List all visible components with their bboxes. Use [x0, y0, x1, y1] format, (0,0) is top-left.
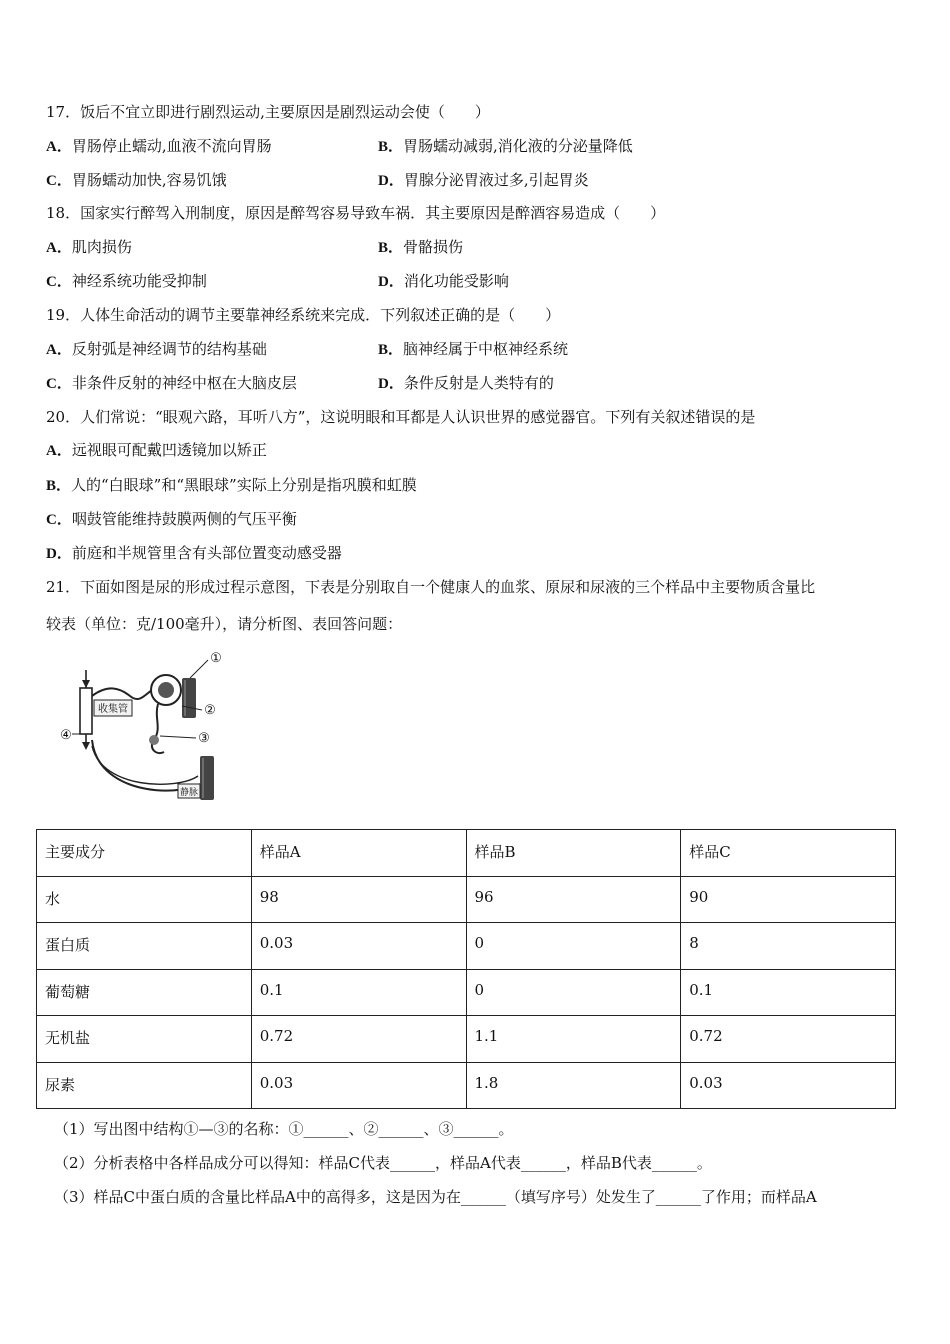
- option-letter: B．: [378, 139, 404, 155]
- table-header-cell: 样品A: [251, 830, 466, 877]
- option-text: 条件反射是人类特有的: [403, 374, 554, 392]
- question-19-stem: 19．人体生命活动的调节主要靠神经系统来完成．下列叙述正确的是（ ）: [46, 306, 561, 324]
- nephron-diagram: [58, 648, 230, 808]
- table-cell: 0.1: [251, 969, 466, 1016]
- table-cell: 尿素: [37, 1062, 252, 1109]
- table-cell: 1.1: [466, 1016, 681, 1063]
- q19-option-d[interactable]: [378, 372, 554, 395]
- q17-option-b[interactable]: [378, 135, 633, 158]
- question-21-stem-line2: 较表（单位：克/100毫升），请分析图、表回答问题：: [46, 615, 403, 633]
- table-row: [37, 969, 896, 1016]
- option-text: 胃肠蠕动加快,容易饥饿: [71, 171, 227, 189]
- table-cell: 0.72: [681, 1016, 896, 1063]
- q18-option-d[interactable]: [378, 270, 509, 293]
- q19-option-c[interactable]: [46, 372, 297, 395]
- option-letter: D．: [378, 376, 404, 392]
- subquestion-3: （3）样品C中蛋白质的含量比样品A中的高得多，这是因为在______（填写序号）处发生了______了作用；而样品A: [54, 1188, 817, 1206]
- table-cell: 96: [466, 876, 681, 923]
- vein-loop-inner: [92, 746, 198, 784]
- table-row: [37, 923, 896, 970]
- table-cell: 0.03: [681, 1062, 896, 1109]
- table-cell: 葡萄糖: [37, 969, 252, 1016]
- vein-cylinder: [200, 756, 214, 800]
- callout-2: ②: [204, 703, 216, 718]
- table-header-cell: 样品B: [466, 830, 681, 877]
- callout-4: ④: [60, 728, 72, 743]
- option-text: 人的“白眼球”和“黑眼球”实际上分别是指巩膜和虹膜: [71, 476, 417, 494]
- callout-1: ①: [210, 651, 222, 666]
- table-cell: 1.8: [466, 1062, 681, 1109]
- table-cell: 无机盐: [37, 1016, 252, 1063]
- table-row: [37, 1016, 896, 1063]
- q18-option-c[interactable]: [46, 270, 207, 293]
- duct-outflow-arrowhead: [82, 742, 90, 750]
- glomerulus: [158, 682, 174, 698]
- subquestion-2: （2）分析表格中各样品成分可以得知：样品C代表______，样品A代表______，样品B代表______。: [54, 1154, 712, 1172]
- option-text: 肌肉损伤: [71, 238, 132, 256]
- option-letter: B．: [378, 240, 404, 256]
- table-header-row: [37, 830, 896, 877]
- option-letter: D．: [378, 173, 404, 189]
- loop-bulb: [149, 735, 159, 745]
- renal-tubule: [92, 688, 158, 699]
- question-17-stem: 17．饭后不宜立即进行剧烈运动,主要原因是剧烈运动会使（ ）: [46, 103, 490, 121]
- callout-3-line: [160, 736, 196, 738]
- option-letter: C．: [46, 173, 72, 189]
- table-cell: 0: [466, 969, 681, 1016]
- q19-option-b[interactable]: [378, 338, 568, 361]
- option-letter: A．: [46, 443, 72, 459]
- subquestion-1: （1）写出图中结构①—③的名称：①______、②______、③______。: [54, 1120, 514, 1138]
- collecting-label: 收集管: [98, 704, 128, 715]
- table-cell: 0.03: [251, 923, 466, 970]
- question-21-stem-line1: 21．下面如图是尿的形成过程示意图，下表是分别取自一个健康人的血浆、原尿和尿液的三个样品中主要物质含量比: [46, 578, 816, 596]
- option-letter: D．: [378, 274, 404, 290]
- option-letter: A．: [46, 342, 72, 358]
- vein-loop: [92, 740, 206, 791]
- table-cell: 0: [466, 923, 681, 970]
- table-header-cell: 主要成分: [37, 830, 252, 877]
- option-letter: C．: [46, 274, 72, 290]
- q20-option-b[interactable]: [46, 474, 417, 497]
- option-letter: B．: [46, 478, 72, 494]
- q20-option-c[interactable]: [46, 508, 297, 531]
- table-cell: 98: [251, 876, 466, 923]
- option-text: 脑神经属于中枢神经系统: [403, 340, 569, 358]
- option-letter: A．: [46, 139, 72, 155]
- q20-option-a[interactable]: [46, 439, 267, 462]
- table-row: [37, 876, 896, 923]
- table-cell: 90: [681, 876, 896, 923]
- composition-table: [36, 829, 896, 1109]
- option-text: 胃腺分泌胃液过多,引起胃炎: [403, 171, 589, 189]
- option-text: 远视眼可配戴凹透镜加以矫正: [71, 441, 267, 459]
- question-18-stem: 18．国家实行醉驾入刑制度，原因是醉驾容易导致车祸．其主要原因是醉酒容易造成（ ）: [46, 204, 666, 222]
- option-text: 前庭和半规管里含有头部位置变动感受器: [71, 544, 342, 562]
- option-text: 骨骼损伤: [403, 238, 464, 256]
- table-cell: 蛋白质: [37, 923, 252, 970]
- option-text: 非条件反射的神经中枢在大脑皮层: [71, 374, 297, 392]
- q17-option-c[interactable]: [46, 169, 227, 192]
- loop-of-henle: [152, 704, 164, 753]
- duct-arrowhead: [82, 680, 90, 688]
- option-letter: C．: [46, 376, 72, 392]
- option-text: 反射弧是神经调节的结构基础: [71, 340, 267, 358]
- option-letter: B．: [378, 342, 404, 358]
- q17-option-a[interactable]: [46, 135, 272, 158]
- callout-1-line: [190, 660, 208, 678]
- option-letter: C．: [46, 512, 72, 528]
- q18-option-a[interactable]: [46, 236, 132, 259]
- option-letter: D．: [46, 546, 72, 562]
- vein-label: 静脉: [179, 788, 199, 798]
- question-20-stem: 20．人们常说：“眼观六路，耳听八方”，这说明眼和耳都是人认识世界的感觉器官。下列有关叙述错误的是: [46, 408, 756, 426]
- option-text: 神经系统功能受抑制: [71, 272, 207, 290]
- option-text: 胃肠蠕动减弱,消化液的分泌量降低: [403, 137, 633, 155]
- table-row: [37, 1062, 896, 1109]
- option-text: 咽鼓管能维持鼓膜两侧的气压平衡: [71, 510, 297, 528]
- q18-option-b[interactable]: [378, 236, 463, 259]
- table-cell: 8: [681, 923, 896, 970]
- table-cell: 0.03: [251, 1062, 466, 1109]
- table-cell: 0.1: [681, 969, 896, 1016]
- option-text: 胃肠停止蠕动,血液不流向胃肠: [71, 137, 272, 155]
- table-cell: 0.72: [251, 1016, 466, 1063]
- option-text: 消化功能受影响: [403, 272, 509, 290]
- collecting-duct: [80, 688, 92, 734]
- table-header-cell: 样品C: [681, 830, 896, 877]
- q20-option-d[interactable]: [46, 542, 342, 565]
- artery-cylinder: [182, 678, 196, 718]
- q17-option-d[interactable]: [378, 169, 589, 192]
- callout-3: ③: [198, 731, 210, 746]
- q19-option-a[interactable]: [46, 338, 267, 361]
- table-cell: 水: [37, 876, 252, 923]
- option-letter: A．: [46, 240, 72, 256]
